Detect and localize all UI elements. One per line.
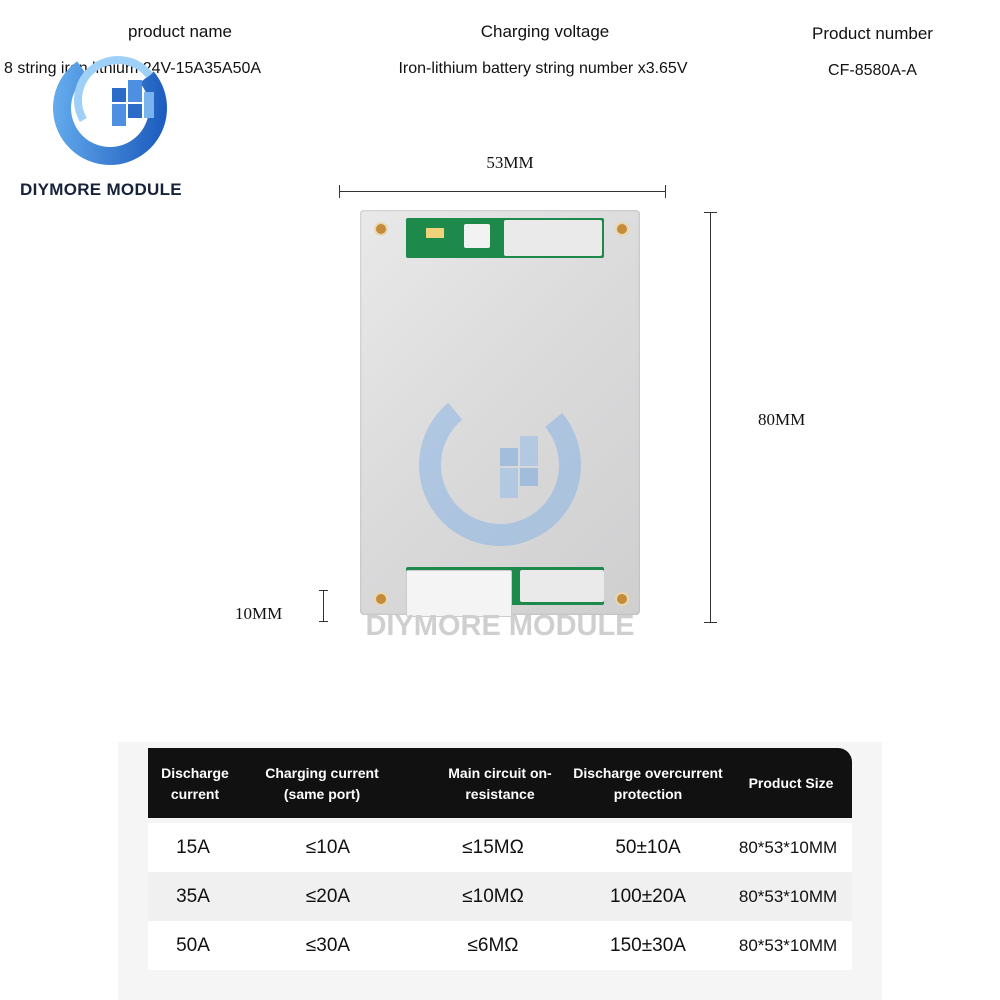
product-name-value: 8 string iron lithium 24V-15A35A50A [4, 60, 262, 77]
cell-product-size: 80*53*10MM [738, 838, 838, 857]
charging-voltage-label: Charging voltage [480, 22, 610, 41]
cell-product-size: 80*53*10MM [738, 936, 838, 955]
width-dimension-tick-left [339, 185, 340, 198]
table-row [148, 921, 852, 970]
header-product-size: Product Size [748, 775, 834, 791]
height-dimension-line [710, 212, 711, 623]
watermark-logo-icon [400, 370, 600, 560]
charging-voltage-value: Iron-lithium battery string number x3.65V [398, 60, 688, 77]
top-connector-pins [426, 228, 444, 238]
brand-logo-icon [50, 38, 180, 173]
mount-hole-top-right [615, 222, 629, 236]
bottom-terminal-block [520, 570, 604, 602]
width-dimension-tick-right [665, 185, 666, 198]
cell-overcurrent-protection: 150±30A [610, 935, 686, 956]
brand-logo [50, 38, 180, 173]
mount-hole-bottom-left [374, 592, 388, 606]
width-dimension-label: 53MM [486, 153, 534, 172]
height-dimension-tick-top [704, 212, 717, 213]
top-connector [464, 224, 490, 248]
cell-charging-current: ≤20A [305, 886, 351, 907]
cell-charging-current: ≤10A [305, 837, 351, 858]
cell-discharge-current: 15A [176, 837, 210, 858]
spec-table [148, 748, 852, 973]
width-dimension-line [339, 191, 665, 192]
header-on-resistance: Main circuit on-resistance [448, 765, 552, 802]
cell-on-resistance: ≤10MΩ [462, 886, 524, 907]
top-terminal-block [504, 220, 602, 256]
thickness-dimension-tick-top [319, 590, 328, 591]
cell-on-resistance: ≤15MΩ [462, 837, 524, 858]
mount-hole-bottom-right [615, 592, 629, 606]
header-charging-current: Charging current (same port) [265, 765, 379, 802]
cell-on-resistance: ≤6MΩ [467, 935, 519, 956]
product-name-label: product name [128, 22, 232, 41]
thickness-dimension-label: 10MM [235, 604, 283, 623]
thickness-dimension-tick-bottom [319, 621, 328, 622]
cell-overcurrent-protection: 100±20A [610, 886, 686, 907]
thickness-dimension-line [323, 590, 324, 622]
cell-product-size: 80*53*10MM [738, 887, 838, 906]
height-dimension-tick-bottom [704, 622, 717, 623]
cell-charging-current: ≤30A [305, 935, 351, 956]
watermark-text: DIYMORE MODULE [365, 610, 635, 642]
cell-overcurrent-protection: 50±10A [615, 837, 681, 858]
cell-discharge-current: 50A [176, 935, 210, 956]
header-discharge-current: Discharge current [161, 765, 229, 802]
header-overcurrent-protection: Discharge overcurrent protection [573, 765, 723, 802]
table-row [148, 823, 852, 872]
product-number-value: CF-8580A-A [828, 62, 917, 79]
table-header-row [148, 748, 852, 818]
table-row [148, 872, 852, 921]
mount-hole-top-left [374, 222, 388, 236]
height-dimension-label: 80MM [758, 410, 806, 429]
brand-text: DIYMORE MODULE [20, 180, 182, 199]
product-number-label: Product number [812, 24, 933, 43]
cell-discharge-current: 35A [176, 886, 210, 907]
bms-board-image [360, 210, 640, 615]
